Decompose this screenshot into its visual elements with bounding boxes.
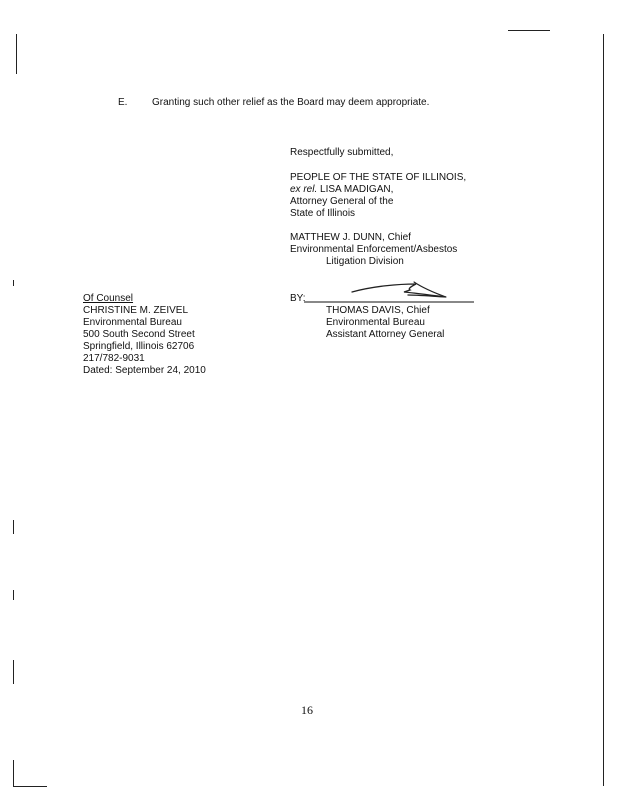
scan-bottom-left-line [13, 786, 47, 787]
chief-division: Environmental Enforcement/Asbestos [290, 244, 458, 255]
attorney-general-name: LISA MADIGAN, [317, 184, 394, 195]
page-number: 16 [301, 703, 313, 717]
party-title-line: Attorney General of the [290, 196, 394, 207]
signer-unit: Environmental Bureau [326, 317, 425, 328]
scan-right-margin-line [603, 34, 604, 786]
counsel-dated: Dated: September 24, 2010 [83, 365, 206, 376]
scan-left-margin-line [13, 520, 14, 534]
scan-left-margin-line [13, 660, 14, 684]
party-state-line: State of Illinois [290, 208, 356, 219]
prayer-text: Granting such other relief as the Board may deem appropriate. [152, 97, 430, 108]
counsel-city: Springfield, Illinois 62706 [83, 341, 195, 352]
closing-text: Respectfully submitted, [290, 147, 394, 158]
chief-division-cont: Litigation Division [326, 256, 404, 267]
scan-left-margin-line [13, 760, 14, 786]
by-label: BY: [290, 293, 306, 304]
counsel-street: 500 South Second Street [83, 329, 195, 340]
counsel-name: CHRISTINE M. ZEIVEL [83, 305, 189, 316]
ex-rel-text: ex rel. [290, 184, 318, 195]
prayer-letter: E. [118, 97, 128, 108]
party-ex-rel-line [290, 184, 393, 197]
signer-name: THOMAS DAVIS, Chief [326, 305, 430, 316]
scan-left-margin-line [16, 34, 17, 74]
scan-left-margin-line [13, 590, 14, 600]
counsel-heading: Of Counsel [83, 293, 134, 304]
party-name: PEOPLE OF THE STATE OF ILLINOIS, [290, 172, 467, 183]
counsel-phone: 217/782-9031 [83, 353, 145, 364]
chief-name: MATTHEW J. DUNN, Chief [290, 232, 411, 243]
counsel-unit: Environmental Bureau [83, 317, 182, 328]
scan-left-margin-line [13, 280, 14, 286]
scan-top-right-line [508, 30, 550, 31]
handwritten-signature [304, 280, 474, 304]
signer-title: Assistant Attorney General [326, 329, 445, 340]
